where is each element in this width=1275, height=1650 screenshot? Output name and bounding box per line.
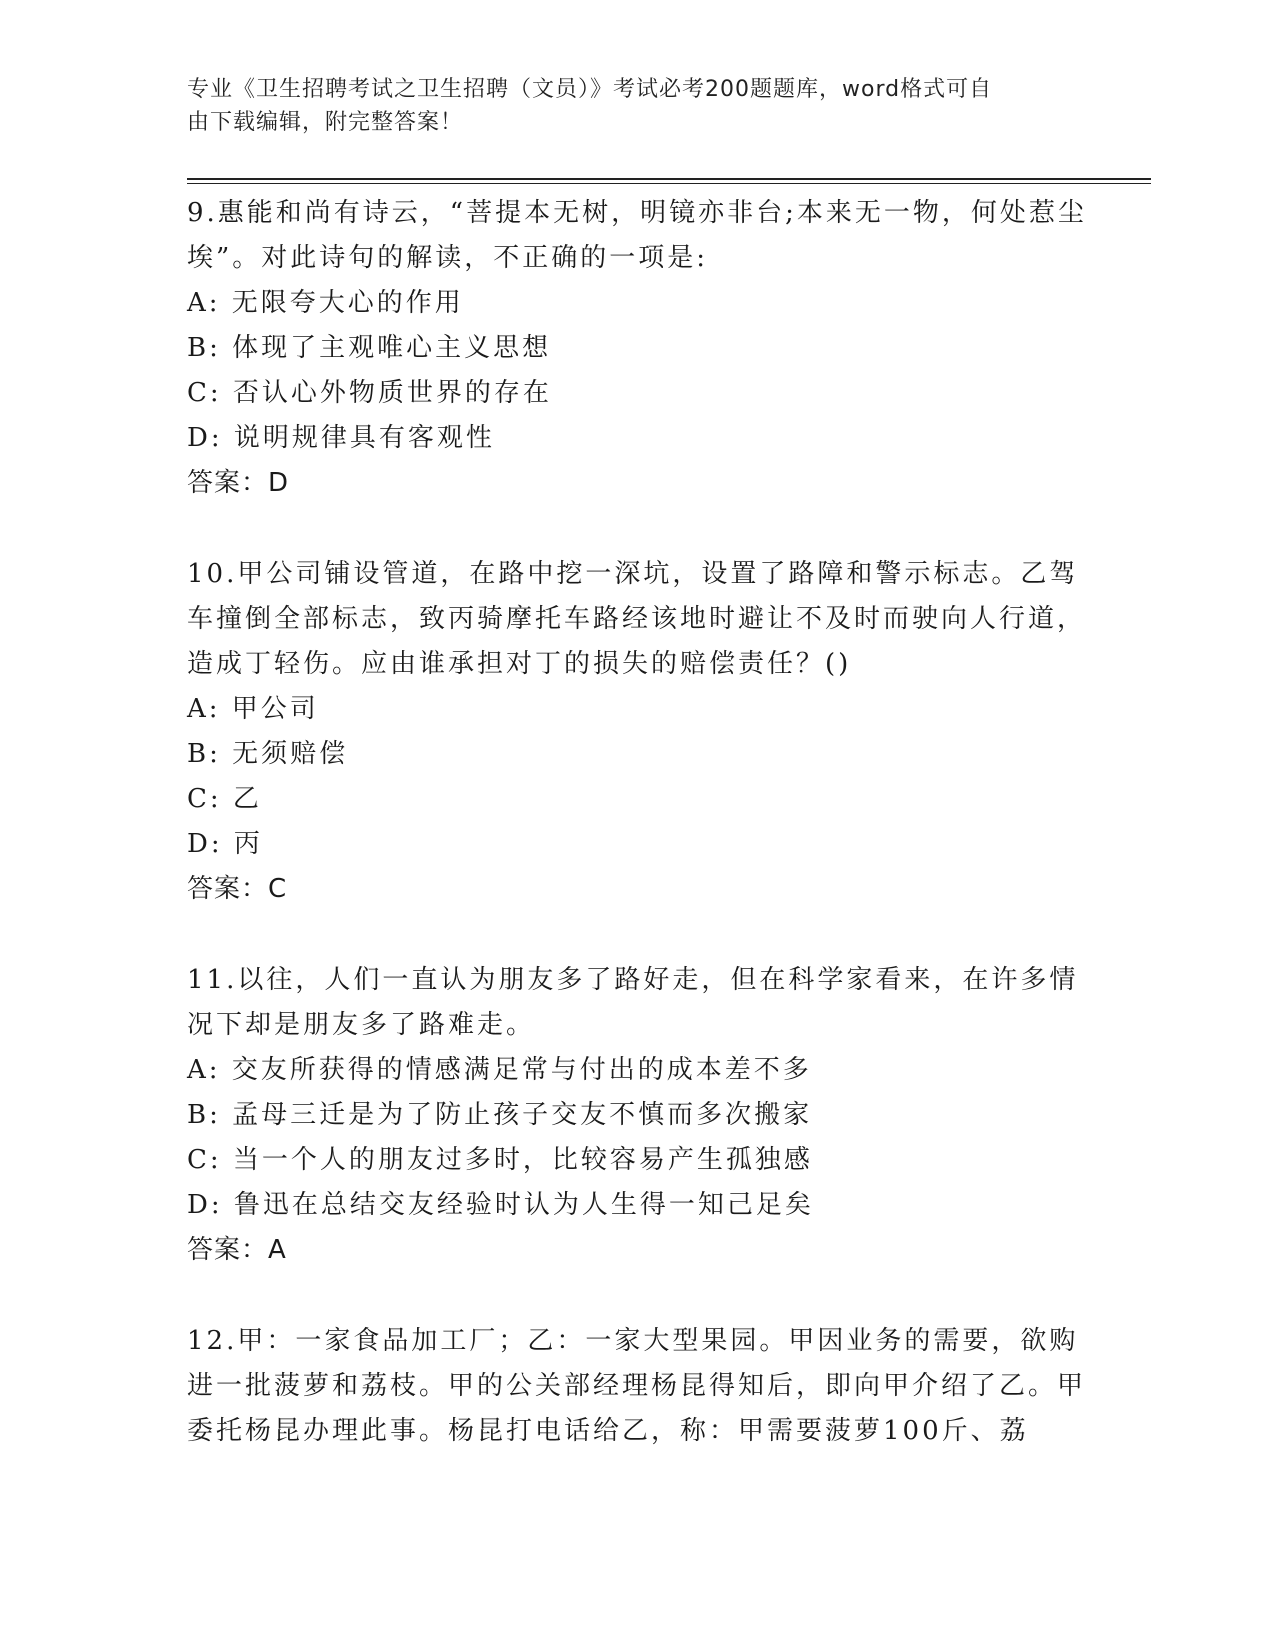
option-d: D: 丙 (187, 829, 263, 859)
option-a: A: 无限夸大心的作用 (187, 288, 464, 318)
header-divider-thin (187, 183, 1151, 184)
header-divider-thick (187, 178, 1151, 180)
question-10 (187, 552, 1087, 912)
question-stem: 9.惠能和尚有诗云，“菩提本无树，明镜亦非台;本来无一物，何处惹尘埃”。对此诗句的解读，不正确的一项是: (187, 198, 1087, 273)
option-c: C: 乙 (187, 784, 262, 814)
answer-label: 答案：D (187, 468, 290, 498)
question-stem: 12.甲：一家食品加工厂；乙：一家大型果园。甲因业务的需要，欲购进一批菠萝和荔枝。甲的公关部经理杨昆得知后，即向甲介绍了乙。甲委托杨昆办理此事。杨昆打电话给乙，称：甲需要菠萝100斤、荔 (187, 1326, 1087, 1446)
option-c: C: 当一个人的朋友过多时，比较容易产生孤独感 (187, 1145, 813, 1175)
answer-label: 答案：C (187, 874, 288, 904)
question-9 (187, 191, 1087, 506)
option-c: C: 否认心外物质世界的存在 (187, 378, 552, 408)
option-b: B: 体现了主观唯心主义思想 (187, 333, 552, 363)
answer-label: 答案：A (187, 1235, 287, 1265)
option-b: B: 无须赔偿 (187, 739, 349, 769)
question-11 (187, 958, 1087, 1273)
option-b: B: 孟母三迁是为了防止孩子交友不慎而多次搬家 (187, 1100, 813, 1130)
question-stem: 11.以往，人们一直认为朋友多了路好走，但在科学家看来，在许多情况下却是朋友多了路难走。 (187, 965, 1079, 1040)
question-list (187, 191, 1087, 1500)
option-a: A: 交友所获得的情感满足常与付出的成本差不多 (187, 1055, 812, 1085)
option-d: D: 说明规律具有客观性 (187, 423, 495, 453)
header-line-2: 由下载编辑，附完整答案！ (187, 110, 464, 135)
header-line-1: 专业《卫生招聘考试之卫生招聘（文员）》考试必考200题题库，word格式可自 (187, 77, 993, 102)
option-d: D: 鲁迅在总结交友经验时认为人生得一知己足矣 (187, 1190, 814, 1220)
option-a: A: 甲公司 (187, 694, 319, 724)
question-12 (187, 1319, 1087, 1454)
question-stem: 10.甲公司铺设管道，在路中挖一深坑，设置了路障和警示标志。乙驾车撞倒全部标志，致丙骑摩托车路经该地时避让不及时而驶向人行道，造成丁轻伤。应由谁承担对丁的损失的赔偿责任？() (187, 559, 1087, 679)
document-header (187, 73, 1087, 139)
